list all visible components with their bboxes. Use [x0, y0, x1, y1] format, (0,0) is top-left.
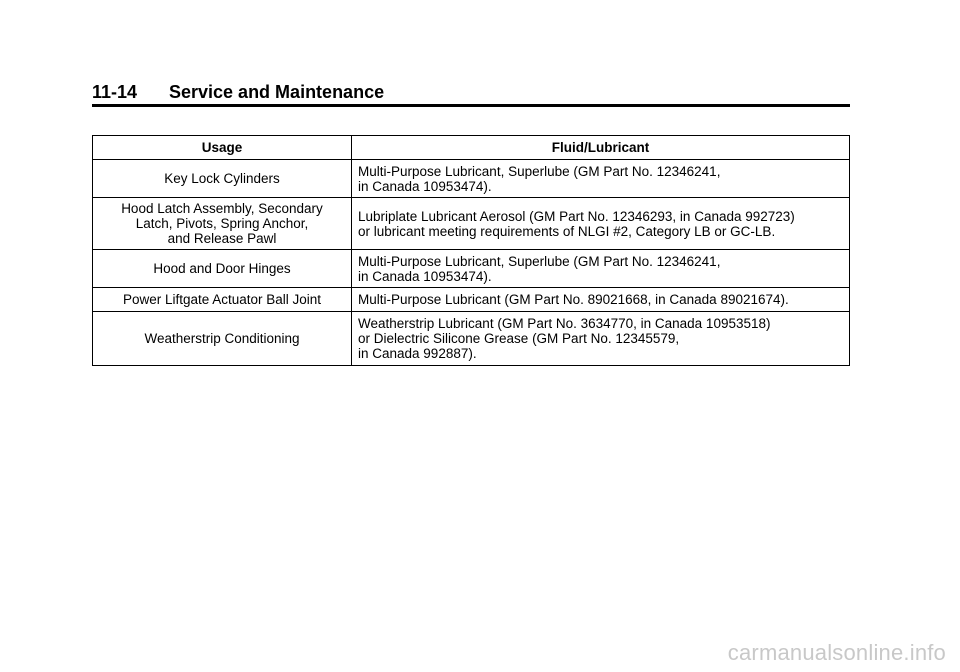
page-number: 11-14	[92, 82, 138, 102]
table-header-row	[93, 136, 850, 160]
page-header	[92, 80, 850, 107]
table-row	[93, 160, 850, 198]
fluid-text: Weatherstrip Lubricant (GM Part No. 3634770, in Canada 10953518) or Dielectric Silicone Grease (GM Part No. 12345579, in Canada 992887).	[358, 316, 771, 361]
fluid-text: Multi-Purpose Lubricant, Superlube (GM Part No. 12346241, in Canada 10953474).	[358, 163, 721, 194]
table-row	[93, 288, 850, 312]
usage-cell	[93, 160, 352, 198]
fluid-text: Multi-Purpose Lubricant, Superlube (GM Part No. 12346241, in Canada 10953474).	[358, 253, 721, 284]
usage-text: Weatherstrip Conditioning	[144, 331, 300, 346]
fluid-text: Lubriplate Lubricant Aerosol (GM Part No. 12346293, in Canada 992723) or lubricant meeting requirements of NLGI #2, Category LB or GC-LB.	[358, 208, 795, 239]
section-title: Service and Maintenance	[169, 82, 385, 102]
fluid-text: Multi-Purpose Lubricant (GM Part No. 89021668, in Canada 89021674).	[358, 292, 789, 307]
column-header-usage: Usage	[93, 136, 352, 160]
usage-cell	[93, 198, 352, 250]
table-row	[93, 312, 850, 366]
usage-text: Key Lock Cylinders	[164, 171, 280, 186]
usage-text: Power Liftgate Actuator Ball Joint	[122, 292, 322, 307]
fluids-lubricants-table	[92, 135, 850, 366]
table-row	[93, 250, 850, 288]
fluid-cell	[352, 288, 850, 312]
fluid-cell	[352, 312, 850, 366]
usage-cell	[93, 250, 352, 288]
column-header-fluid-lubricant: Fluid/Lubricant	[352, 136, 850, 160]
fluid-cell	[352, 198, 850, 250]
fluid-cell	[352, 250, 850, 288]
usage-cell	[93, 288, 352, 312]
usage-text: Hood Latch Assembly, Secondary Latch, Pivots, Spring Anchor, and Release Pawl	[121, 201, 323, 246]
usage-text: Hood and Door Hinges	[153, 261, 291, 276]
fluid-cell	[352, 160, 850, 198]
usage-cell	[93, 312, 352, 366]
table-row	[93, 198, 850, 250]
watermark: carmanualsonline.info	[727, 640, 946, 665]
